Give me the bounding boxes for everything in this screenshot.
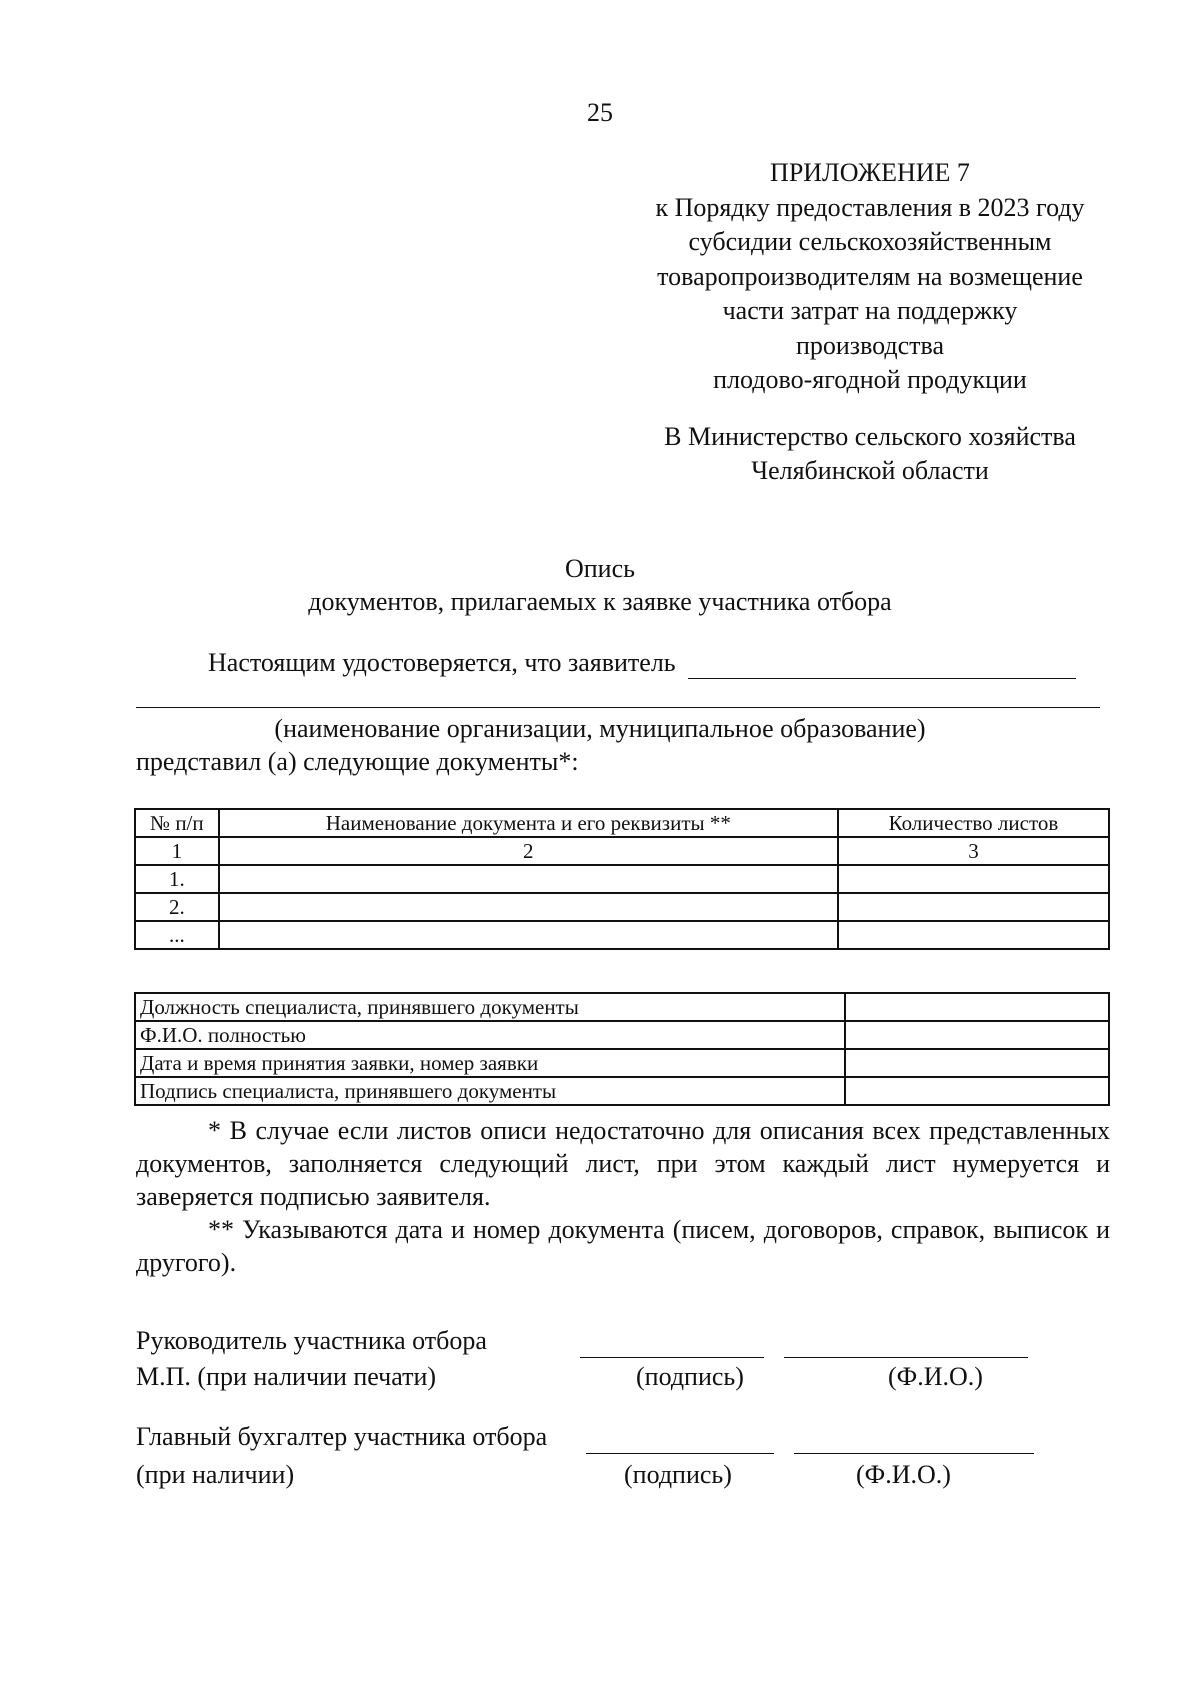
staff-label: Подпись специалиста, принявшего документы	[135, 1077, 845, 1105]
accountant-name-line[interactable]	[794, 1453, 1034, 1454]
head-signature-caption: (подпись)	[636, 1362, 744, 1391]
appendix-header	[620, 156, 1120, 398]
accountant-note: (при наличии)	[136, 1460, 295, 1489]
addressee-line: В Министерство сельского хозяйства	[664, 422, 1076, 451]
appendix-line: товаропроизводителям на возмещение	[657, 261, 1083, 291]
footnote-2: ** Указываются дата и номер документа (писем, договоров, справок, выписок и другого).	[136, 1215, 1110, 1277]
appendix-line: субсидии сельскохозяйственным	[688, 227, 1052, 256]
table-header-row	[135, 809, 1109, 837]
addressee	[620, 420, 1120, 488]
appendix-line: к Порядку предоставления в 2023 году	[655, 192, 1085, 222]
table-cell[interactable]	[838, 865, 1109, 893]
header-number: № п/п	[135, 809, 219, 837]
document-title-line2: документов, прилагаемых к заявке участника отбора	[308, 587, 892, 616]
table-cell[interactable]	[219, 865, 838, 893]
table-cell: 3	[838, 837, 1109, 865]
table-cell[interactable]	[219, 921, 838, 949]
staff-value[interactable]	[845, 1021, 1109, 1049]
appendix-line: производства	[795, 330, 945, 360]
table-cell[interactable]	[838, 921, 1109, 949]
page-number: 25	[587, 98, 613, 127]
staff-value[interactable]	[845, 1049, 1109, 1077]
table-row	[135, 1077, 1109, 1105]
footnote-1: * В случае если листов описи недостаточно для описания всех представленных документов, заполняется следующий лист, при этом каждый лист нумеруется и заверяется подписью заявителя.	[136, 1116, 1110, 1211]
certify-text: Настоящим удостоверяется, что заявитель	[208, 648, 676, 677]
table-cell[interactable]	[838, 893, 1109, 921]
header-sheet-count: Количество листов	[838, 809, 1109, 837]
appendix-line: плодово-ягодной продукции	[713, 365, 1027, 394]
staff-label: Должность специалиста, принявшего документы	[135, 993, 845, 1021]
accountant-signature-caption: (подпись)	[624, 1460, 732, 1489]
document-title	[0, 552, 1200, 618]
head-name-caption: (Ф.И.О.)	[888, 1362, 983, 1391]
applicant-blank-field[interactable]	[688, 648, 1076, 679]
table-cell[interactable]	[219, 893, 838, 921]
addressee-line: Челябинской области	[751, 456, 989, 485]
staff-value[interactable]	[845, 993, 1109, 1021]
staff-table	[134, 992, 1110, 1106]
table-cell: 2.	[135, 893, 219, 921]
certify-line	[208, 648, 1076, 679]
table-cell: 1.	[135, 865, 219, 893]
table-row	[135, 837, 1109, 865]
documents-table	[134, 808, 1110, 950]
table-row	[135, 1021, 1109, 1049]
table-row	[135, 921, 1109, 949]
document-title-line1: Опись	[564, 554, 635, 583]
staff-label: Ф.И.О. полностью	[135, 1021, 845, 1049]
staff-value[interactable]	[845, 1077, 1109, 1105]
table-cell: ...	[135, 921, 219, 949]
table-row	[135, 993, 1109, 1021]
table-row	[135, 1049, 1109, 1077]
appendix-line: части затрат на поддержку	[722, 296, 1018, 325]
table-row	[135, 893, 1109, 921]
head-name-line[interactable]	[784, 1357, 1028, 1358]
accountant-signature-line[interactable]	[586, 1453, 774, 1454]
staff-label: Дата и время принятия заявки, номер заявки	[135, 1049, 845, 1077]
head-seal-label: М.П. (при наличии печати)	[136, 1362, 437, 1391]
head-signature-line[interactable]	[580, 1357, 764, 1358]
table-cell: 1	[135, 837, 219, 865]
applicant-caption: (наименование организации, муниципальное образование)	[274, 714, 926, 743]
table-row	[135, 865, 1109, 893]
appendix-title: ПРИЛОЖЕНИЕ 7	[770, 158, 970, 187]
head-label: Руководитель участника отбора	[136, 1326, 487, 1355]
accountant-label: Главный бухгалтер участника отбора	[136, 1422, 548, 1451]
submitted-text: представил (а) следующие документы*:	[136, 747, 579, 776]
applicant-blank-line[interactable]	[136, 707, 1100, 708]
footnotes	[136, 1114, 1110, 1279]
table-cell: 2	[219, 837, 838, 865]
accountant-name-caption: (Ф.И.О.)	[856, 1460, 951, 1489]
header-document-name: Наименование документа и его реквизиты **	[219, 809, 838, 837]
